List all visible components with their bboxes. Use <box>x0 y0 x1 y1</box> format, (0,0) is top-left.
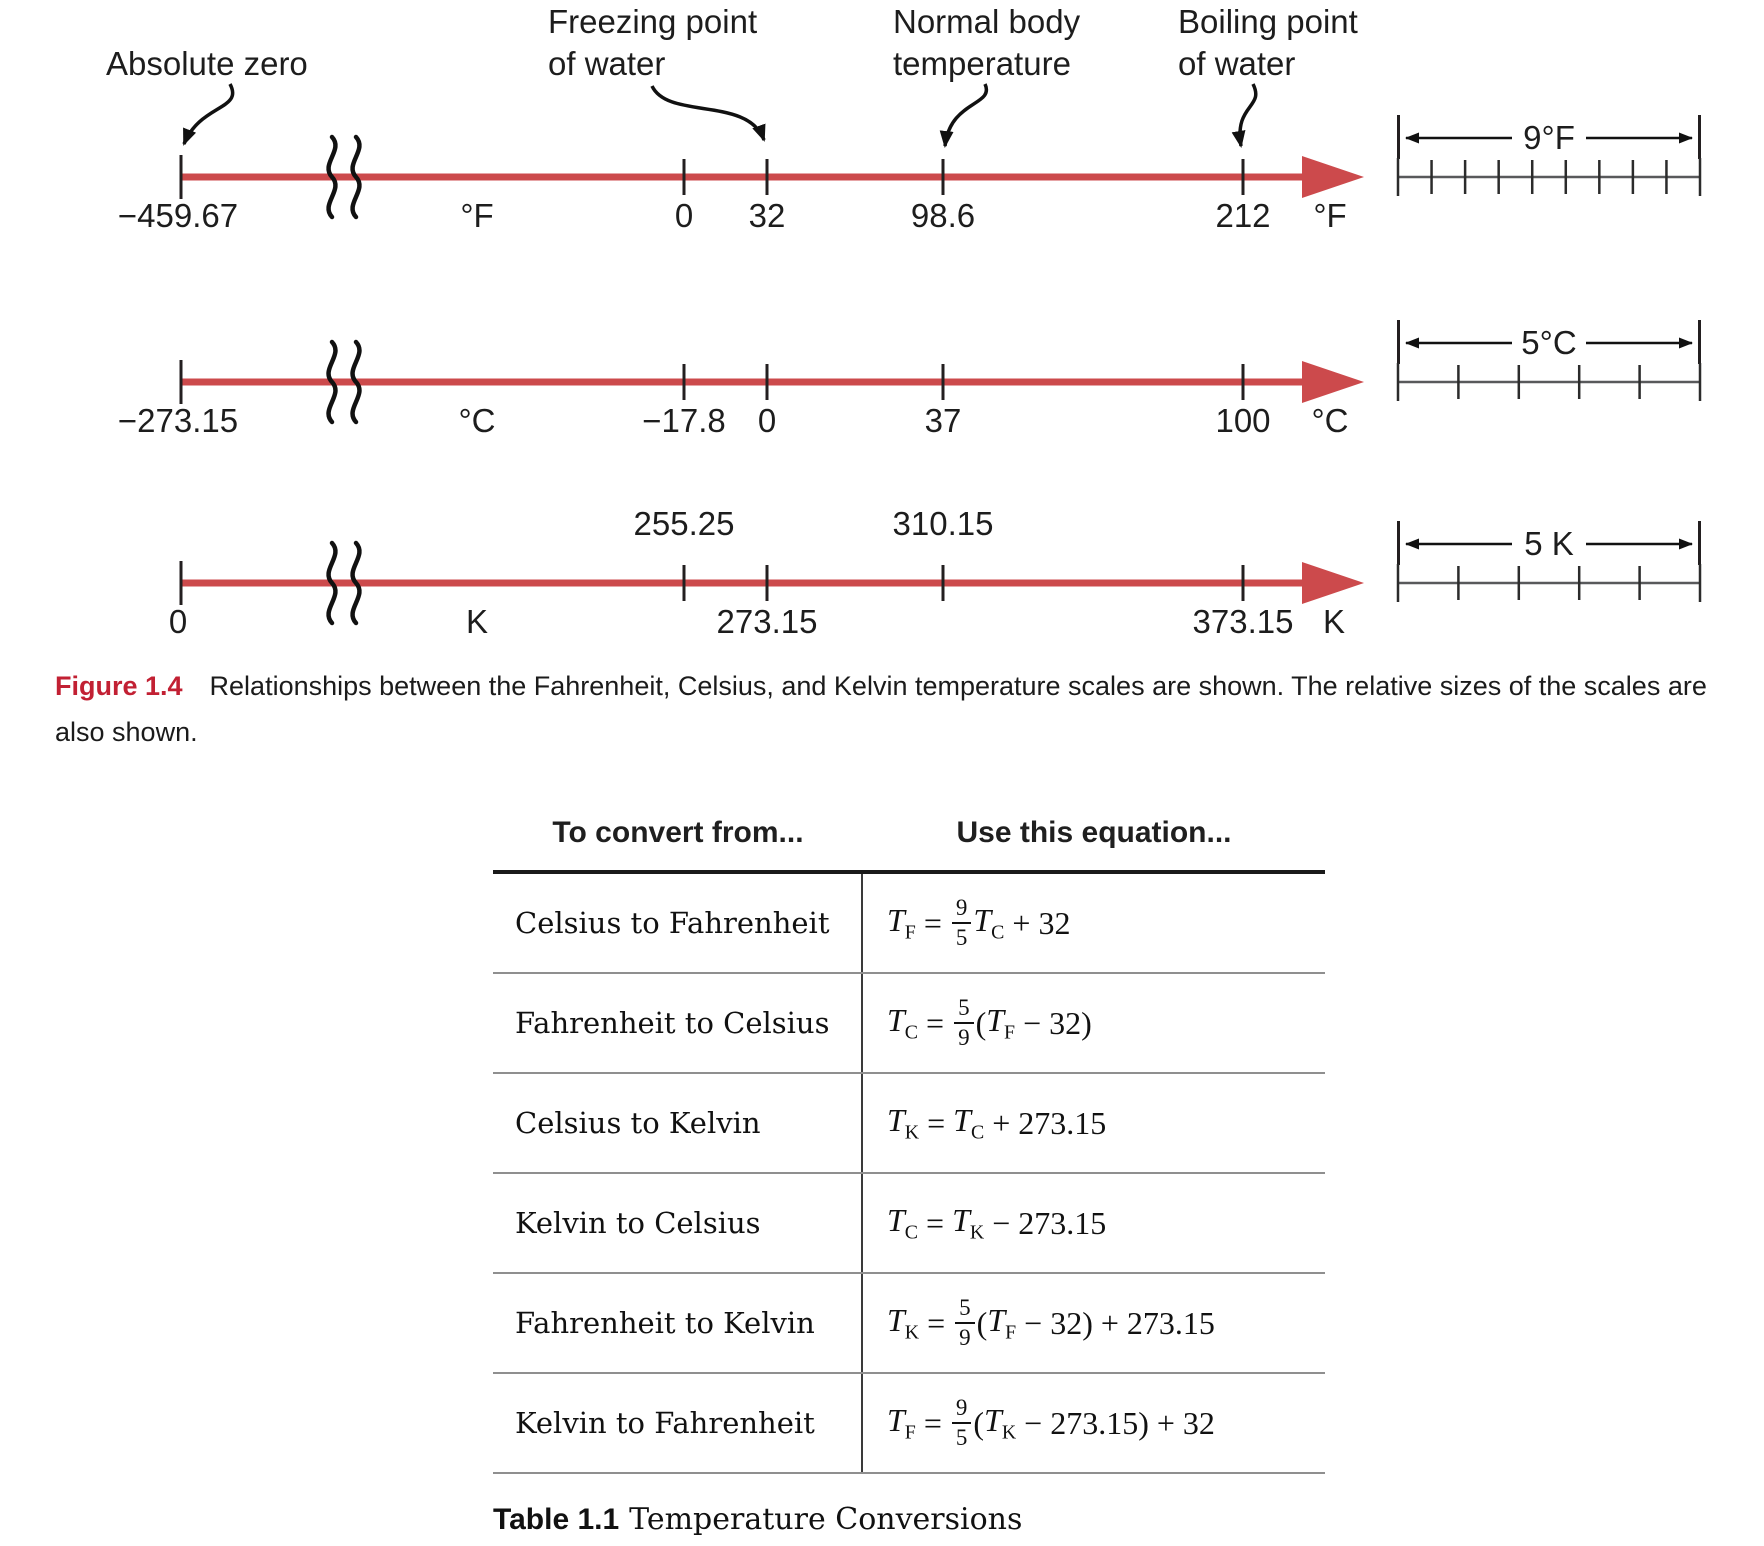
body-temp-label-line1: Normal body <box>893 3 1081 40</box>
kelvin-unit-mid: K <box>465 603 489 640</box>
equation-text: + 273.15 <box>984 1104 1107 1141</box>
equation-text: ( <box>976 1304 988 1341</box>
kelvin-ruler <box>1398 521 1700 602</box>
table-header-row <box>493 795 1325 874</box>
figure-caption <box>55 663 1745 755</box>
equation-variable: $T_K$ <box>952 1202 985 1244</box>
conversion-equation <box>863 974 1325 1072</box>
kelvin-ruler-label: 5 K <box>1524 525 1574 562</box>
celsius-unit-mid: °C <box>458 402 496 439</box>
celsius-ruler-label: 5°C <box>1521 324 1577 361</box>
fahrenheit-tick-98-6: 98.6 <box>910 197 976 234</box>
equation-text: = <box>919 1304 954 1341</box>
conversion-equation <box>863 1174 1325 1272</box>
fahrenheit-tick-32: 32 <box>748 197 786 234</box>
fahrenheit-tick-212: 212 <box>1215 197 1271 234</box>
figure-caption-line1 <box>55 663 1745 709</box>
kelvin-unit-end: K <box>1322 603 1346 640</box>
fahrenheit-unit-end: °F <box>1313 197 1347 234</box>
celsius-tick-37: 37 <box>924 402 962 439</box>
figure-number-label: Figure 1.4 <box>55 671 183 701</box>
conversion-label: Celsius to Fahrenheit <box>493 874 863 972</box>
conversion-label: Kelvin to Fahrenheit <box>493 1374 863 1472</box>
kelvin-tick-273-15: 273.15 <box>716 603 818 640</box>
equation-text: = <box>919 1104 954 1141</box>
equation-text: − 32) + 273.15 <box>1016 1304 1215 1341</box>
equation-text: = <box>918 1004 953 1041</box>
equation-fraction: $\frac{9}{5}$ <box>952 1396 972 1450</box>
equation-variable: $T_C$ <box>887 1002 919 1044</box>
equation-variable: $T_F$ <box>986 1002 1016 1044</box>
equation-variable: $T_F$ <box>887 902 916 944</box>
celsius-tick-minus-17-8: −17.8 <box>642 402 726 439</box>
kelvin-scale <box>169 505 1700 640</box>
equation-fraction: $\frac{9}{5}$ <box>952 896 972 950</box>
table-caption <box>493 1502 1022 1537</box>
boiling-point-label-line1: Boiling point <box>1178 3 1358 40</box>
celsius-tick-0: 0 <box>757 402 777 439</box>
column-header-equation: Use this equation... <box>956 815 1232 849</box>
equation-variable: $T_F$ <box>887 1402 916 1444</box>
freezing-point-label-line1: Freezing point <box>548 3 758 40</box>
conversion-equation <box>863 1374 1325 1472</box>
conversion-label: Fahrenheit to Kelvin <box>493 1274 863 1372</box>
celsius-absolute-zero-value: −273.15 <box>117 402 239 439</box>
figure-caption-text: Relationships between the Fahrenheit, Celsius, and Kelvin temperature scales are shown. The relative sizes of the scales are <box>209 671 1707 701</box>
equation-variable: $T_K$ <box>887 1302 920 1344</box>
conversion-label: Fahrenheit to Celsius <box>493 974 863 1072</box>
table-row <box>493 1374 1325 1474</box>
equation-variable: $T_C$ <box>953 1102 985 1144</box>
equation-variable: $T_K$ <box>887 1102 920 1144</box>
fahrenheit-tick-0: 0 <box>674 197 694 234</box>
conversion-label: Kelvin to Celsius <box>493 1174 863 1272</box>
equation-text: − 32) <box>1015 1004 1092 1041</box>
equation-fraction: $\frac{5}{9}$ <box>955 1296 975 1350</box>
equation-text: + 32 <box>1004 904 1071 941</box>
equation-variable: $T_C$ <box>887 1202 919 1244</box>
equation-text: = <box>915 904 950 941</box>
equation-variable: $T_C$ <box>973 902 1005 944</box>
celsius-arrowhead-icon <box>1302 361 1364 403</box>
table-row <box>493 1074 1325 1174</box>
body-temp-label-line2: temperature <box>893 45 1071 82</box>
equation-fraction: $\frac{5}{9}$ <box>954 996 974 1050</box>
table-row <box>493 1274 1325 1374</box>
table-number-label: Table 1.1 <box>493 1503 620 1536</box>
fahrenheit-line <box>181 174 1305 181</box>
conversion-equation <box>863 874 1325 972</box>
kelvin-tick-310-15: 310.15 <box>892 505 994 542</box>
celsius-scale <box>118 320 1700 439</box>
fahrenheit-ruler-label: 9°F <box>1523 119 1575 156</box>
equation-text: = <box>918 1204 953 1241</box>
table-row <box>493 1174 1325 1274</box>
freezing-point-arrow <box>652 86 764 140</box>
kelvin-tick-373-15: 373.15 <box>1192 603 1294 640</box>
equation-text: = <box>915 1404 950 1441</box>
equation-variable: $T_K$ <box>984 1402 1017 1444</box>
column-header-convert-from: To convert from... <box>552 815 804 849</box>
fahrenheit-arrowhead-icon <box>1302 156 1364 198</box>
absolute-zero-arrow <box>184 84 233 144</box>
fahrenheit-ruler <box>1398 115 1700 196</box>
equation-variable: $T_F$ <box>987 1302 1017 1344</box>
conversion-equation <box>863 1074 1325 1172</box>
table-caption-text: Temperature Conversions <box>629 1502 1023 1537</box>
equation-text: ( <box>973 1404 985 1441</box>
conversion-equation <box>863 1274 1325 1372</box>
equation-text: − 273.15 <box>984 1204 1107 1241</box>
fahrenheit-absolute-zero-value: −459.67 <box>117 197 239 234</box>
kelvin-line <box>181 580 1305 587</box>
table-row <box>493 974 1325 1074</box>
celsius-line <box>181 379 1305 386</box>
boiling-point-label-line2: of water <box>1178 45 1296 82</box>
kelvin-arrowhead-icon <box>1302 562 1364 604</box>
figure-caption-line2: also shown. <box>55 717 198 747</box>
celsius-unit-end: °C <box>1311 402 1349 439</box>
freezing-point-label-line2: of water <box>548 45 666 82</box>
fahrenheit-scale <box>118 115 1700 234</box>
equation-text: − 273.15) + 32 <box>1016 1404 1215 1441</box>
kelvin-tick-255-25: 255.25 <box>633 505 735 542</box>
body-temp-arrow <box>945 84 986 146</box>
temperature-scales-figure <box>0 0 1764 660</box>
celsius-ruler <box>1398 320 1700 401</box>
boiling-point-arrow <box>1240 84 1256 146</box>
celsius-tick-100: 100 <box>1215 402 1271 439</box>
table-row <box>493 874 1325 974</box>
conversion-label: Celsius to Kelvin <box>493 1074 863 1172</box>
equation-text: ( <box>975 1004 987 1041</box>
absolute-zero-label: Absolute zero <box>106 45 308 82</box>
fahrenheit-unit-mid: °F <box>460 197 494 234</box>
temperature-conversion-table <box>493 795 1325 1474</box>
kelvin-absolute-zero-value: 0 <box>168 603 188 640</box>
